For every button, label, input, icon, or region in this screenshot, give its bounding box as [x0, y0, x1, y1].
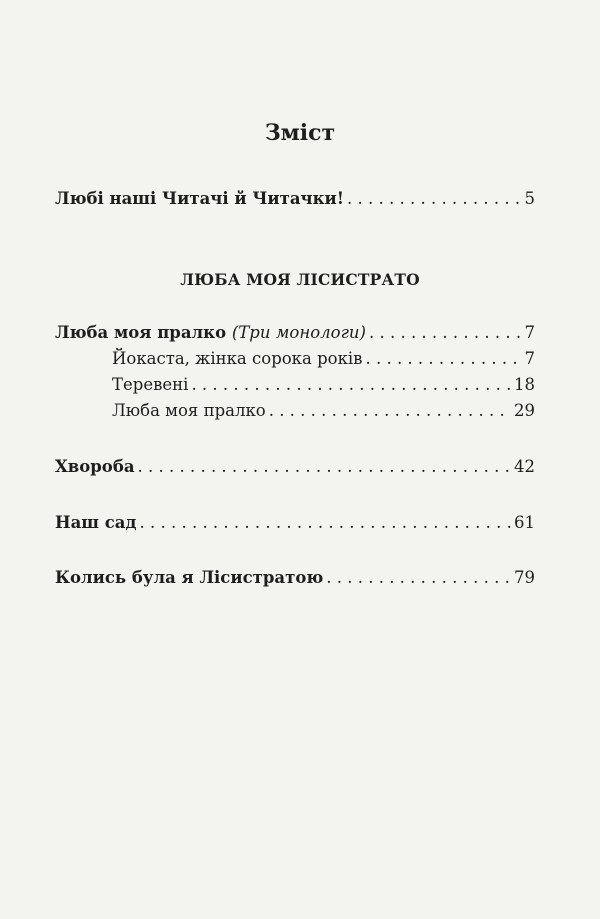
entry-page: 5 [524, 189, 535, 208]
toc-subentry [112, 374, 535, 396]
toc-entry [55, 567, 535, 589]
toc-entry-intro [55, 188, 535, 210]
dot-leader [191, 374, 511, 396]
entry-label: Йокаста, жінка сорока років [112, 349, 363, 368]
entry-label: Люба моя пралко [112, 401, 266, 420]
section-title: ЛЮБА МОЯ ЛІСИСТРАТО [180, 270, 420, 289]
page-title: Зміст [264, 120, 336, 146]
entry-label: Люба моя пралко [55, 323, 227, 342]
entry-page: 29 [514, 401, 535, 420]
toc-entry [55, 456, 535, 478]
toc-subentry [112, 348, 535, 370]
entry-label: Теревені [112, 375, 189, 394]
entry-label: Хвороба [55, 457, 135, 476]
entry-label: Колись була я Лісистратою [55, 568, 324, 587]
dot-leader [347, 188, 521, 210]
entry-page: 79 [514, 568, 535, 587]
entry-label: Любі наші Читачі й Читачки! [55, 189, 345, 208]
dot-leader [140, 512, 512, 534]
toc-entry [55, 322, 535, 344]
dot-leader [269, 400, 511, 422]
dot-leader [365, 348, 521, 370]
entry-page: 61 [514, 513, 535, 532]
dot-leader [138, 456, 511, 478]
dot-leader [326, 567, 511, 589]
entry-page: 18 [514, 375, 535, 394]
entry-label: Наш сад [55, 513, 137, 532]
toc-entry [55, 512, 535, 534]
dot-leader [369, 322, 522, 344]
entry-page: 42 [514, 457, 535, 476]
entry-page: 7 [524, 323, 535, 342]
entry-subtitle: (Три монологи) [231, 323, 366, 342]
entry-page: 7 [524, 349, 535, 368]
toc-subentry [112, 400, 535, 422]
